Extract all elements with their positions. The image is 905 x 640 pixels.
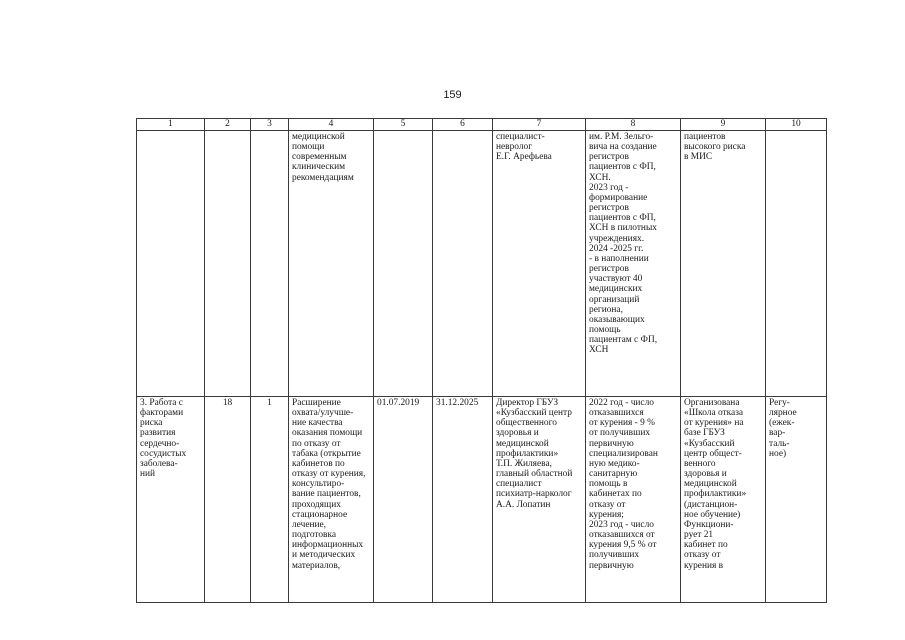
- cell-text-line: вар-: [769, 428, 786, 439]
- cell-text-line: таль-: [769, 438, 790, 449]
- cell-text-line: (дистанцион-: [684, 499, 738, 510]
- cell-text-line: курения 9,5 % от: [589, 540, 657, 551]
- cell-text-line: от получивших: [589, 428, 651, 439]
- cell-text-line: вича на создание: [589, 142, 657, 153]
- cell-text-line: курения;: [589, 509, 624, 520]
- cell-text-line: охвата/улучше-: [292, 408, 354, 419]
- cell-text-line: первичную: [589, 560, 634, 571]
- column-number-5: 5: [374, 119, 433, 131]
- cell-text-line: подготовка: [292, 530, 337, 541]
- cell-text-line: и методических: [292, 550, 356, 561]
- cell-text-line: Организована: [684, 398, 740, 408]
- column-number-1: 1: [137, 119, 205, 131]
- cell-text-line: ХСН в пилотных: [589, 223, 657, 234]
- column-number-6: 6: [433, 119, 493, 131]
- cell-text-line: отказу от: [684, 550, 721, 561]
- cell-text-line: табака (открытие: [292, 448, 361, 459]
- cell-text-line: 2023 год -: [589, 182, 629, 193]
- cell-text-line: медицинских: [589, 284, 643, 295]
- table-cell: [374, 131, 433, 397]
- cell-text-line: венного: [684, 458, 716, 469]
- table-cell: [374, 397, 433, 603]
- cell-text-line: пациентов: [684, 132, 726, 142]
- cell-text-line: клиническим: [292, 162, 346, 173]
- cell-text-line: консультиро-: [292, 479, 345, 490]
- table-cell: [433, 397, 493, 603]
- column-number-8: 8: [586, 119, 681, 131]
- cell-text-line: Директор ГБУЗ: [496, 398, 559, 408]
- cell-text-line: рекомендациям: [292, 172, 354, 183]
- cell-text-line: профилактики»: [496, 448, 559, 459]
- cell-text-line: помощи: [292, 142, 325, 153]
- cell-text-line: первичную: [589, 438, 634, 449]
- cell-text-line: им. Р.М. Зельго-: [589, 132, 654, 142]
- column-number-2: 2: [205, 119, 251, 131]
- cell-text-line: здоровья и: [684, 469, 727, 480]
- cell-text-line: специалист-: [496, 132, 545, 142]
- cell-text-line: ХСН.: [589, 172, 611, 183]
- cell-text-line: центр общест-: [684, 448, 742, 459]
- cell-text-line: получивших: [589, 550, 640, 561]
- cell-text-line: специализирован: [589, 448, 658, 459]
- table-cell: [251, 131, 289, 397]
- cell-text-line: лярное: [769, 408, 797, 419]
- cell-text-line: Е.Г. Арефьева: [496, 152, 552, 163]
- table-cell: [766, 131, 827, 397]
- column-number-3: 3: [251, 119, 289, 131]
- cell-text-line: психиатр-нарколог: [496, 489, 572, 500]
- table-cell: [681, 397, 766, 603]
- cell-text-line: отказу от курения,: [292, 469, 366, 480]
- cell-text-line: А.А. Лопатин: [496, 499, 551, 510]
- cell-text-line: ную медико-: [589, 458, 640, 469]
- cell-text-line: ние качества: [292, 418, 343, 429]
- cell-text-line: «Кузбасский центр: [496, 408, 572, 419]
- cell-text-line: сердечно-: [140, 438, 180, 449]
- cell-text-line: помощь: [589, 324, 621, 335]
- cell-text-line: регистров: [589, 152, 629, 163]
- cell-text-line: пациентов с ФП,: [589, 213, 656, 224]
- table-cell: [289, 131, 374, 397]
- document-table: [136, 118, 827, 603]
- cell-text-line: регистров: [589, 264, 629, 275]
- cell-text-line: отказавшихся: [589, 408, 644, 419]
- cell-text-line: организаций: [589, 294, 640, 305]
- cell-text-line: ное): [769, 448, 787, 459]
- table-cell: [251, 397, 289, 603]
- cell-text-line: рует 21: [684, 530, 714, 541]
- cell-text-line: Расширение: [292, 398, 341, 408]
- cell-text-line: общественного: [496, 418, 557, 429]
- cell-text-line: отказавшихся от: [589, 530, 655, 541]
- table-cell: [205, 131, 251, 397]
- cell-text-line: помощь в: [589, 479, 628, 490]
- cell-text-line: невролог: [496, 142, 533, 153]
- cell-text-line: 3. Работа с: [140, 398, 183, 408]
- cell-text-line: кабинет по: [684, 540, 728, 551]
- table-cell: [493, 131, 586, 397]
- cell-text-line: учреждениях.: [589, 233, 645, 244]
- cell-text-line: материалов,: [292, 560, 341, 571]
- cell-text-line: пациентам с ФП,: [589, 335, 658, 346]
- column-number-4: 4: [289, 119, 374, 131]
- cell-text-line: региона,: [589, 304, 623, 315]
- column-number-10: 10: [766, 119, 827, 131]
- cell-text-line: 01.07.2019: [377, 398, 420, 408]
- cell-text-line: заболева-: [140, 458, 178, 469]
- table-row: [137, 131, 827, 397]
- cell-text-line: проходящих: [292, 499, 341, 510]
- cell-text-line: оказания помощи: [292, 428, 363, 439]
- cell-text-line: ное обучение): [684, 509, 741, 520]
- cell-text-line: регистров: [589, 203, 629, 214]
- cell-text-line: специалист: [496, 479, 542, 490]
- cell-text-line: «Кузбасский: [684, 438, 735, 449]
- cell-text-line: риска: [140, 418, 163, 429]
- table-cell: [433, 131, 493, 397]
- cell-text-line: сосудистых: [140, 448, 187, 459]
- table-cell: [289, 397, 374, 603]
- cell-text-line: медицинской: [684, 479, 737, 490]
- table-cell: [493, 397, 586, 603]
- cell-text-line: вание пациентов,: [292, 489, 361, 500]
- cell-text-line: Регу-: [769, 398, 790, 408]
- cell-text-line: лечение,: [292, 519, 327, 530]
- cell-text-line: высокого риска: [684, 142, 746, 153]
- cell-text-line: «Школа отказа: [684, 408, 744, 419]
- table-row: [137, 397, 827, 603]
- table-cell: [586, 131, 681, 397]
- column-number-row: [137, 119, 827, 131]
- column-number-9: 9: [681, 119, 766, 131]
- cell-text-line: факторами: [140, 408, 184, 419]
- cell-text-line: 18: [222, 398, 233, 408]
- cell-text-line: от курения» на: [684, 418, 744, 429]
- table-cell: [681, 131, 766, 397]
- cell-text-line: ХСН: [589, 345, 609, 356]
- cell-text-line: курения в: [684, 560, 724, 571]
- cell-text-line: 2024 -2025 гг.: [589, 243, 644, 254]
- cell-text-line: участвуют 40: [589, 274, 643, 285]
- cell-text-line: 2023 год - число: [589, 519, 654, 530]
- cell-text-line: 31.12.2025: [436, 398, 479, 408]
- table-cell: [137, 131, 205, 397]
- cell-text-line: от курения - 9 %: [589, 418, 655, 429]
- cell-text-line: 1: [267, 398, 272, 408]
- cell-text-line: Функциони-: [684, 519, 734, 530]
- table-cell: [586, 397, 681, 603]
- cell-text-line: Т.П. Жиляева,: [496, 458, 552, 469]
- cell-text-line: базе ГБУЗ: [684, 428, 725, 439]
- cell-text-line: оказывающих: [589, 314, 645, 325]
- table-cell: [205, 397, 251, 603]
- cell-text-line: медицинской: [292, 132, 345, 142]
- table-cell: [137, 397, 205, 603]
- page-number: 159: [443, 89, 462, 101]
- cell-text-line: профилактики»: [684, 489, 747, 500]
- table-cell: [766, 397, 827, 603]
- cell-text-line: в МИС: [684, 152, 713, 163]
- cell-text-line: формирование: [589, 192, 648, 203]
- cell-text-line: 2022 год - число: [589, 398, 654, 408]
- cell-text-line: отказу от: [589, 499, 626, 510]
- table-body: [137, 119, 827, 603]
- cell-text-line: главный областной: [496, 469, 573, 480]
- cell-text-line: санитарную: [589, 469, 638, 480]
- cell-text-line: - в наполнении: [589, 253, 649, 264]
- cell-text-line: по отказу от: [292, 438, 341, 449]
- cell-text-line: стационарное: [292, 509, 348, 520]
- cell-text-line: ний: [140, 469, 156, 480]
- cell-text-line: пациентов с ФП,: [589, 162, 656, 173]
- cell-text-line: здоровья и: [496, 428, 539, 439]
- cell-text-line: (ежек-: [769, 418, 795, 429]
- cell-text-line: информационных: [292, 540, 364, 551]
- column-number-7: 7: [493, 119, 586, 131]
- cell-text-line: кабинетах по: [589, 489, 642, 500]
- cell-text-line: медицинской: [496, 438, 549, 449]
- cell-text-line: развития: [140, 428, 176, 439]
- cell-text-line: современным: [292, 152, 347, 163]
- cell-text-line: кабинетов по: [292, 458, 345, 469]
